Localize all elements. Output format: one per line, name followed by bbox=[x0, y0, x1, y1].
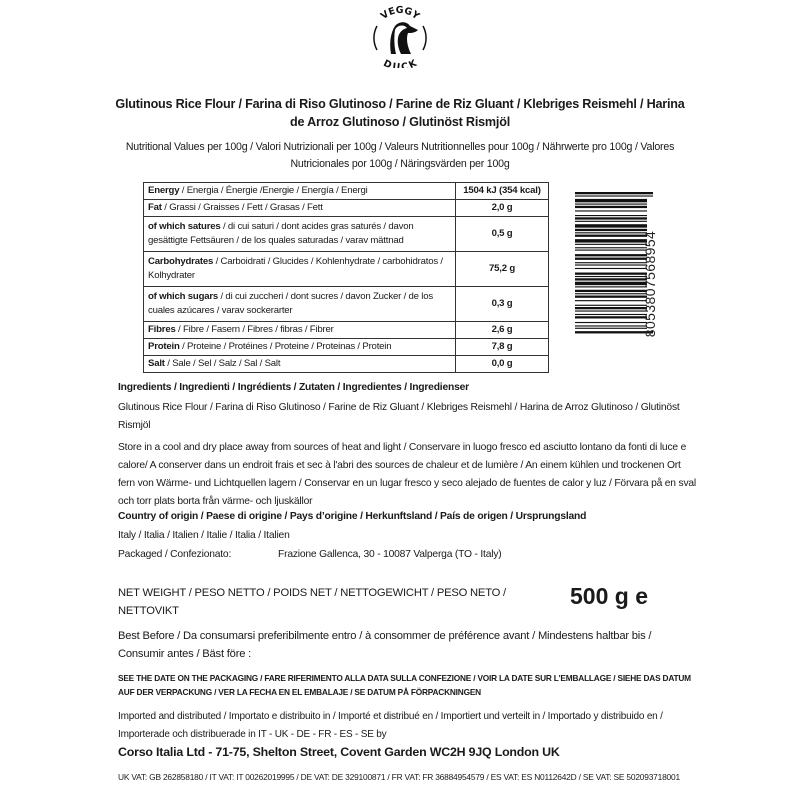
barcode-digits: 8053807568954 bbox=[642, 230, 658, 338]
veggy-duck-logo bbox=[365, 2, 435, 68]
company-address: Corso Italia Ltd - 71-75, Shelton Street, Covent Garden WC2H 9JQ London UK bbox=[118, 745, 560, 759]
nutrient-name-translations: / Carboidrati / Glucides / Kohlenhydrate / carbohidratos / Kolhydrater bbox=[148, 256, 443, 281]
nutrient-name-translations: / di cui zuccheri / dont sucres / davon Zucker / de los cuales azúcares / varav sockerarter bbox=[148, 291, 433, 316]
nutrition-row bbox=[144, 183, 549, 200]
nutrient-name bbox=[144, 322, 456, 339]
nutrient-name bbox=[144, 252, 456, 287]
svg-text:VEGGY: VEGGY bbox=[378, 4, 422, 22]
nutrition-row bbox=[144, 252, 549, 287]
nutrient-value: 0,0 g bbox=[456, 356, 549, 373]
nutrient-name bbox=[144, 287, 456, 322]
nutrient-name-translations: / Fibre / Fasern / Fibres / fibras / Fibrer bbox=[175, 324, 334, 335]
imported-text: Imported and distributed / Importato e distribuito in / Importé et distribué en / Importiert und verteilt in / Importado y distribuido en / Importerade och distribuerade in IT - UK - DE - FR - ES - SE by bbox=[118, 711, 663, 740]
nutrition-row bbox=[144, 200, 549, 217]
best-before: Best Before / Da consumarsi preferibilmente entro / à consommer de préférence avant / Mindestens haltbar bis / Consumir antes / Bäst före : bbox=[118, 630, 652, 660]
net-weight-label: NET WEIGHT / PESO NETTO / POIDS NET / NETTOGEWICHT / PESO NETO / NETTOVIKT bbox=[118, 587, 506, 617]
nutrition-row bbox=[144, 356, 549, 373]
nutrition-row bbox=[144, 287, 549, 322]
nutrient-name-en: Energy bbox=[148, 185, 180, 196]
nutrient-name bbox=[144, 339, 456, 356]
see-date-notice: SEE THE DATE ON THE PACKAGING / FARE RIFERIMENTO ALLA DATA SULLA CONFEZIONE / VOIR LA DATE SUR L'EMBALLAGE / SIEHE DAS DATUM AUF DER VERPACKUNG / VER LA FECHA EN EL EMBALAJE / SE DATUM PÅ FÖRPACKNINGEN bbox=[118, 673, 691, 697]
nutrient-value: 7,8 g bbox=[456, 339, 549, 356]
nutrient-name-en: Fat bbox=[148, 202, 162, 213]
net-weight-value: 500 g e bbox=[570, 583, 648, 609]
nutrition-row bbox=[144, 217, 549, 252]
product-title: Glutinous Rice Flour / Farina di Riso Glutinoso / Farine de Riz Gluant / Klebriges Reismehl / Harina de Arroz Glutinoso / Glutinöst Rismjöl bbox=[115, 97, 685, 129]
nutrient-name-en: Carbohydrates bbox=[148, 256, 214, 267]
nutrient-name-translations: / Proteine / Protéines / Proteine / Proteinas / Protein bbox=[179, 341, 392, 352]
nutrient-name bbox=[144, 200, 456, 217]
ingredients-text: Glutinous Rice Flour / Farina di Riso Glutinoso / Farine de Riz Gluant / Klebriges Reismehl / Harina de Arroz Glutinoso / Glutinöst Rismjöl bbox=[118, 402, 680, 431]
svg-text:DUCK: DUCK bbox=[381, 57, 419, 68]
nutrient-name-en: Fibres bbox=[148, 324, 176, 335]
nutrition-row bbox=[144, 339, 549, 356]
origin-heading: Country of origin / Paese di origine / Pays d’origine / Herkunftsland / País de origen / Ursprungsland bbox=[118, 511, 587, 522]
nutrient-value: 2,6 g bbox=[456, 322, 549, 339]
nutrient-name-en: Salt bbox=[148, 358, 165, 369]
nutrient-name bbox=[144, 217, 456, 252]
nutrient-value: 0,3 g bbox=[456, 287, 549, 322]
origin-text: Italy / Italia / Italien / Italie / Italia / Italien bbox=[118, 530, 290, 541]
vat-numbers: UK VAT: GB 262858180 / IT VAT: IT 00262019995 / DE VAT: DE 329100871 / FR VAT: FR 36884954579 / ES VAT: ES N0112642D / SE VAT: SE 502093718001 bbox=[118, 772, 680, 782]
ingredients-heading: Ingredients / Ingredienti / Ingrédients / Zutaten / Ingredientes / Ingredienser bbox=[118, 382, 469, 393]
nutrition-row bbox=[144, 322, 549, 339]
packaged-label: Packaged / Confezionato: bbox=[118, 549, 232, 560]
nutrient-name-translations: / di cui saturi / dont acides gras saturés / davon gesättigte Fettsäuren / de los quales saturadas / varav mättnad bbox=[148, 221, 414, 246]
nutrient-value: 75,2 g bbox=[456, 252, 549, 287]
storage-text: Store in a cool and dry place away from sources of heat and light / Conservare in luogo fresco ed asciutto lontano da fonti di luce e calore/ A conserver dans un endroit frais et sec à l'abri des sources de chaleur et de lumière / An einem kühlen und trockenen Ort fern von Wärme- und Lichtquellen lagern / Conservar en un lugar fresco y seco alejado de fuentes de calor y luz / Förvara på en sval och torr plats borta från värme- och ljuskällor bbox=[118, 442, 697, 507]
nutrient-name-en: Protein bbox=[148, 341, 180, 352]
nutrient-name-translations: / Sale / Sel / Salz / Sal / Salt bbox=[164, 358, 281, 369]
nutrition-table bbox=[143, 182, 549, 373]
nutrient-name bbox=[144, 183, 456, 200]
nutrient-name-translations: / Energia / Énergie /Energie / Energía / Energi bbox=[179, 185, 368, 196]
packaged-address: Frazione Gallenca, 30 - 10087 Valperga (TO - Italy) bbox=[278, 549, 502, 560]
nutrient-name bbox=[144, 356, 456, 373]
nutrient-name-translations: / Grassi / Graisses / Fett / Grasas / Fett bbox=[161, 202, 323, 213]
nutrient-value: 1504 kJ (354 kcal) bbox=[456, 183, 549, 200]
nutrient-value: 0,5 g bbox=[456, 217, 549, 252]
nutrient-name-en: of which satures bbox=[148, 221, 221, 232]
nutrition-heading: Nutritional Values per 100g / Valori Nutrizionali per 100g / Valeurs Nutritionnelles pour 100g / Nährwerte pro 100g / Valores Nutricionales por 100g / Näringsvärden per 100g bbox=[125, 141, 675, 170]
nutrient-name-en: of which sugars bbox=[148, 291, 219, 302]
nutrient-value: 2,0 g bbox=[456, 200, 549, 217]
